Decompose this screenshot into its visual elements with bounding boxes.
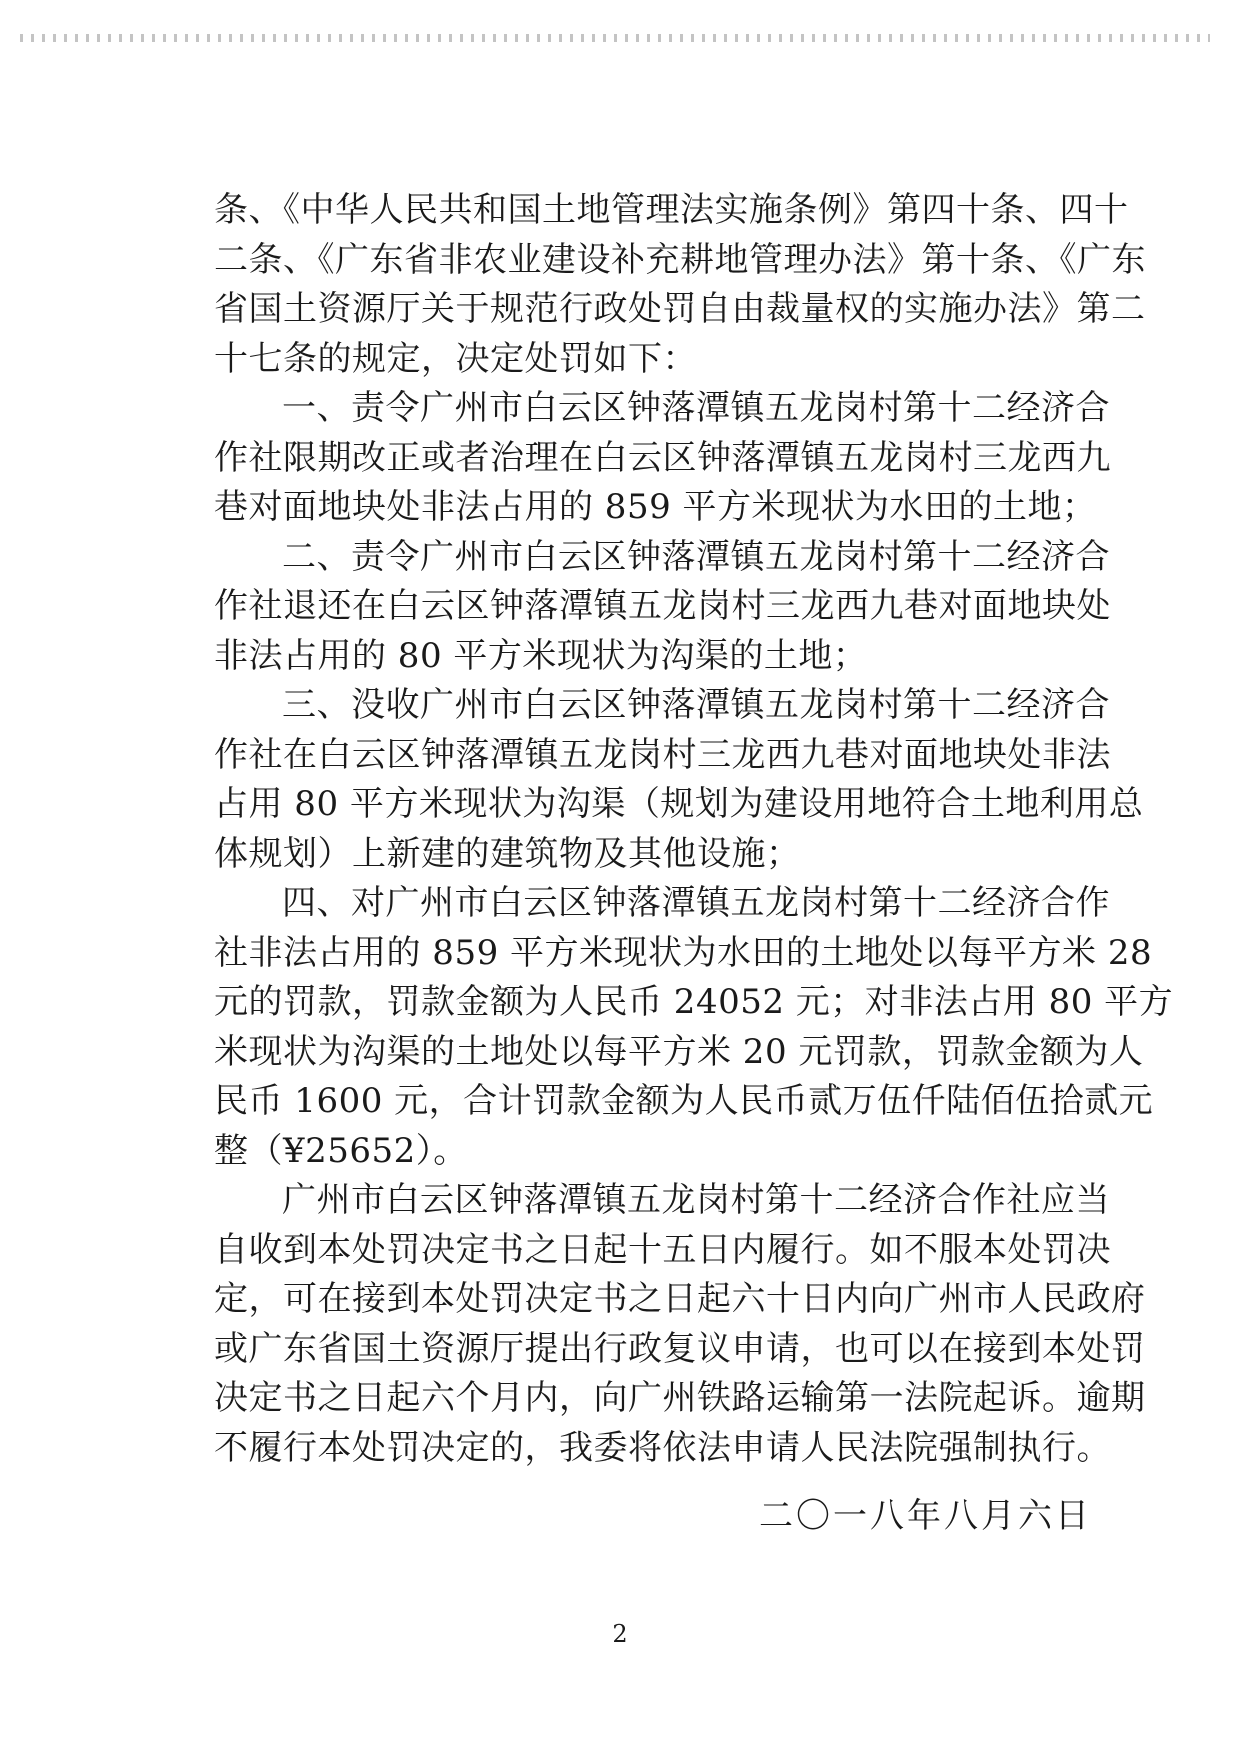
body-line: 体规划）上新建的建筑物及其他设施； — [214, 833, 801, 874]
body-line: 元的罚款，罚款金额为人民币 24052 元；对非法占用 80 平方 — [214, 982, 1174, 1022]
document-body — [214, 186, 1174, 1473]
body-line: 米现状为沟渠的土地处以每平方米 20 元罚款，罚款金额为人 — [214, 1031, 1144, 1072]
body-line: 社非法占用的 859 平方米现状为水田的土地处以每平方米 28 — [214, 932, 1153, 973]
body-line: 三、没收广州市白云区钟落潭镇五龙岗村第十二经济合 — [282, 685, 1110, 725]
body-line: 条、《中华人民共和国土地管理法实施条例》第四十条、四十 — [214, 190, 1129, 230]
body-line: 民币 1600 元，合计罚款金额为人民币贰万伍仟陆佰伍拾贰元 — [214, 1081, 1154, 1121]
body-line: 作社在白云区钟落潭镇五龙岗村三龙西九巷对面地块处非法 — [214, 734, 1111, 775]
body-line: 不履行本处罚决定的，我委将依法申请人民法院强制执行。 — [214, 1427, 1111, 1468]
body-line: 一、责令广州市白云区钟落潭镇五龙岗村第十二经济合 — [282, 388, 1110, 428]
body-line: 二条、《广东省非农业建设补充耕地管理办法》第十条、《广东 — [214, 239, 1146, 280]
body-line: 二、责令广州市白云区钟落潭镇五龙岗村第十二经济合 — [282, 536, 1110, 577]
scan-artifact — [20, 34, 1210, 42]
body-line: 十七条的规定，决定处罚如下： — [214, 338, 697, 379]
body-line: 决定书之日起六个月内，向广州铁路运输第一法院起诉。逾期 — [214, 1378, 1146, 1418]
document-date: 二〇一八年八月六日 — [759, 1496, 1092, 1536]
body-line: 四、对广州市白云区钟落潭镇五龙岗村第十二经济合作 — [282, 883, 1110, 923]
body-line: 占用 80 平方米现状为沟渠（规划为建设用地符合土地利用总 — [214, 784, 1144, 824]
body-line: 巷对面地块处非法占用的 859 平方米现状为水田的土地； — [214, 487, 1097, 527]
body-line: 广州市白云区钟落潭镇五龙岗村第十二经济合作社应当 — [282, 1180, 1110, 1220]
page-number: 2 — [612, 1620, 628, 1648]
body-line: 非法占用的 80 平方米现状为沟渠的土地； — [214, 635, 868, 676]
body-line: 自收到本处罚决定书之日起十五日内履行。如不服本处罚决 — [214, 1229, 1111, 1270]
body-line: 作社退还在白云区钟落潭镇五龙岗村三龙西九巷对面地块处 — [214, 586, 1111, 626]
body-line: 或广东省国土资源厅提出行政复议申请，也可以在接到本处罚 — [214, 1328, 1146, 1369]
body-line: 省国土资源厅关于规范行政处罚自由裁量权的实施办法》第二 — [214, 289, 1146, 329]
body-line: 整（¥25652）。 — [214, 1130, 468, 1171]
body-line: 作社限期改正或者治理在白云区钟落潭镇五龙岗村三龙西九 — [214, 437, 1111, 478]
body-line: 定，可在接到本处罚决定书之日起六十日内向广州市人民政府 — [214, 1279, 1146, 1319]
